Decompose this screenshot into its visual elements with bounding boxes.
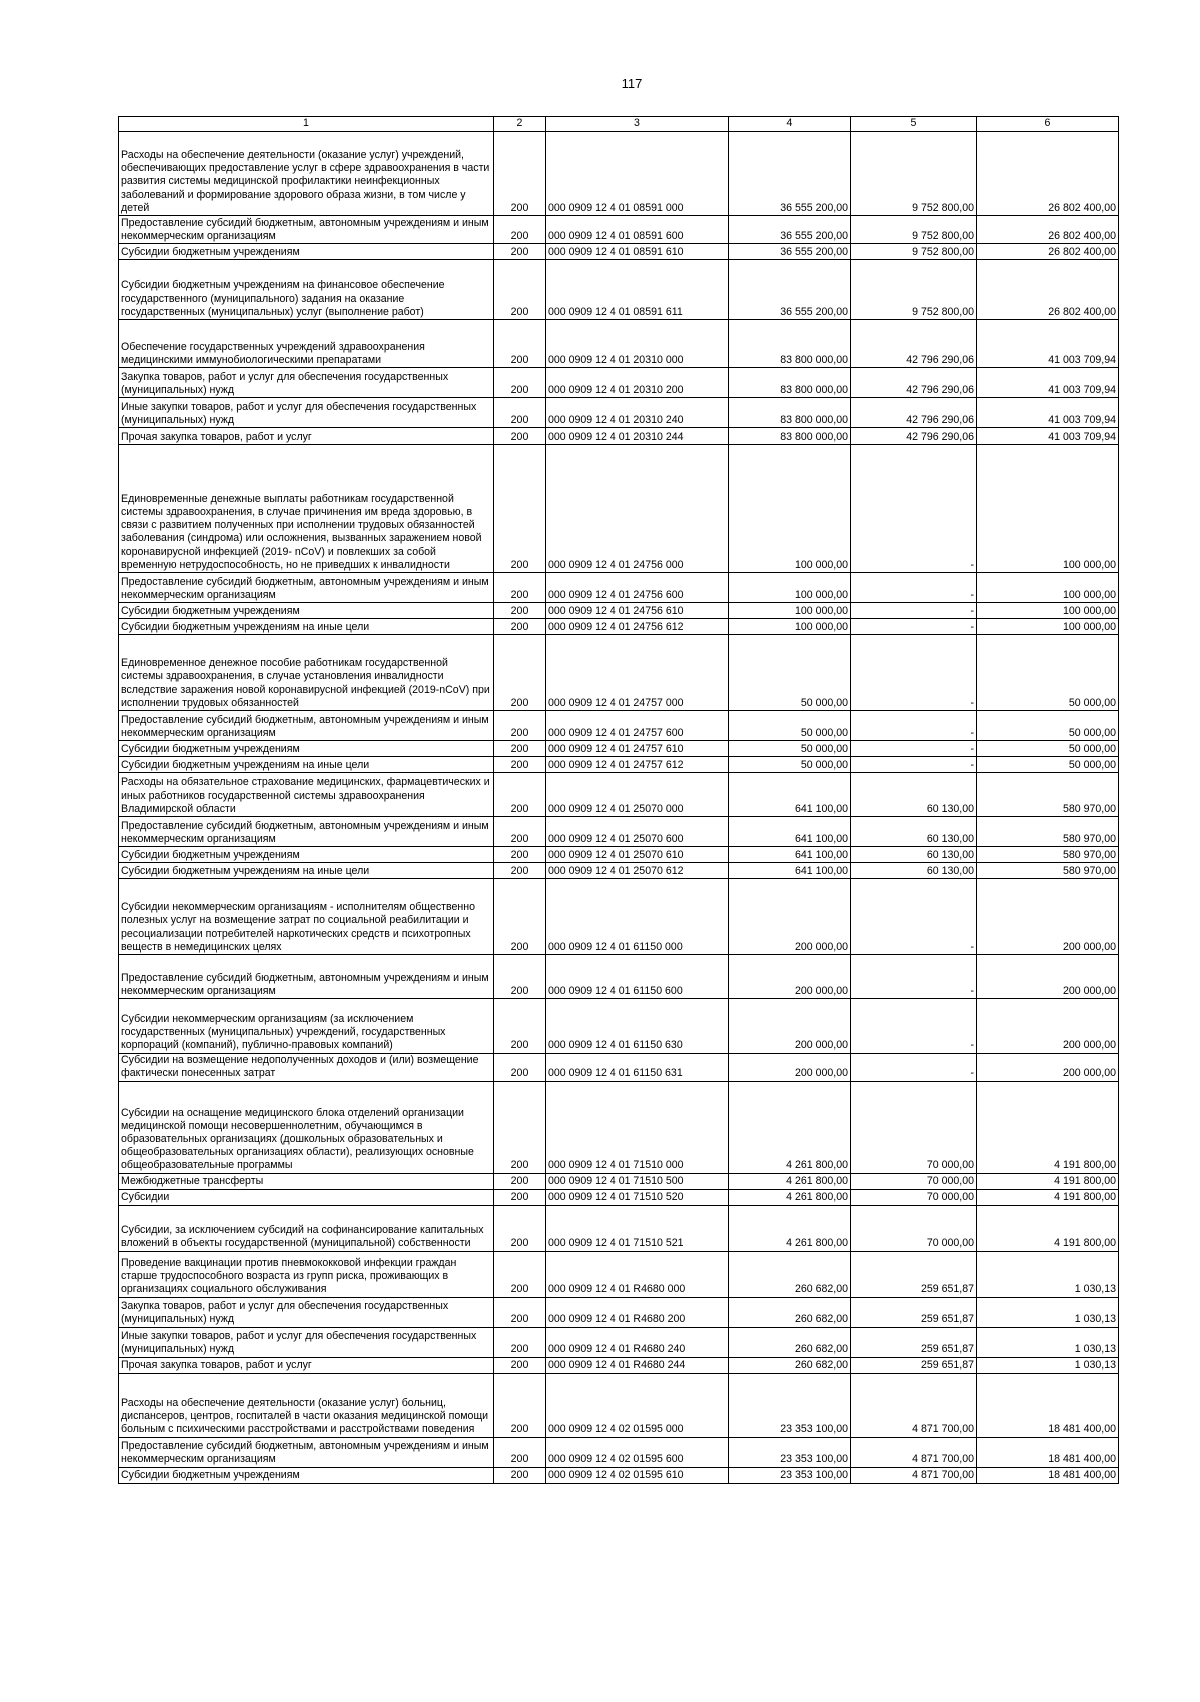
row-name: Предоставление субсидий бюджетным, автономным учреждениям и иным некоммерческим организациям [119, 817, 494, 847]
row-name: Субсидии на оснащение медицинского блока отделений организации медицинской помощи несовершеннолетним, обучающимся в образовательных организациях (дошкольных образовательных и общеобразовательных организациях области), реализующих основные общеобразовательные программы [119, 1081, 494, 1173]
row-amount-col4: 83 800 000,00 [729, 368, 851, 398]
row-amount-col5: - [851, 999, 977, 1054]
row-code: 200 [494, 619, 546, 635]
row-amount-col5: - [851, 741, 977, 757]
row-amount-col6: 1 030,13 [977, 1357, 1119, 1373]
row-amount-col4: 100 000,00 [729, 573, 851, 603]
col-header-6: 6 [977, 117, 1119, 132]
row-code: 200 [494, 244, 546, 260]
row-budget-code: 000 0909 12 4 01 08591 611 [546, 260, 729, 320]
row-amount-col6: 50 000,00 [977, 741, 1119, 757]
row-amount-col4: 50 000,00 [729, 711, 851, 741]
row-amount-col6: 4 191 800,00 [977, 1173, 1119, 1189]
row-amount-col5: - [851, 711, 977, 741]
row-name: Иные закупки товаров, работ и услуг для обеспечения государственных (муниципальных) нужд [119, 398, 494, 428]
row-budget-code: 000 0909 12 4 01 61150 631 [546, 1053, 729, 1081]
row-amount-col4: 23 353 100,00 [729, 1373, 851, 1437]
row-amount-col4: 50 000,00 [729, 741, 851, 757]
row-amount-col6: 580 970,00 [977, 773, 1119, 817]
row-amount-col5: - [851, 757, 977, 773]
row-amount-col6: 41 003 709,94 [977, 398, 1119, 428]
row-budget-code: 000 0909 12 4 02 01595 610 [546, 1467, 729, 1483]
row-amount-col6: 1 030,13 [977, 1251, 1119, 1297]
row-name: Расходы на обеспечение деятельности (оказание услуг) больниц, диспансеров, центров, госпиталей в части оказания медицинской помощи больным с психическими расстройствами и расстройствами поведения [119, 1373, 494, 1437]
row-budget-code: 000 0909 12 4 01 20310 244 [546, 428, 729, 445]
row-amount-col5: 42 796 290,06 [851, 368, 977, 398]
row-code: 200 [494, 879, 546, 955]
table-row [119, 1173, 1119, 1189]
row-name: Субсидии некоммерческим организациям (за исключением государственных (муниципальных) учреждений, государственных корпораций (компаний), публично-правовых компаний) [119, 999, 494, 1054]
row-budget-code: 000 0909 12 4 01 25070 600 [546, 817, 729, 847]
row-amount-col5: 4 871 700,00 [851, 1373, 977, 1437]
row-amount-col4: 200 000,00 [729, 879, 851, 955]
row-budget-code: 000 0909 12 4 01 08591 600 [546, 216, 729, 244]
row-code: 200 [494, 1437, 546, 1467]
row-amount-col4: 23 353 100,00 [729, 1467, 851, 1483]
row-code: 200 [494, 711, 546, 741]
row-name: Субсидии бюджетным учреждениям [119, 603, 494, 619]
row-name: Иные закупки товаров, работ и услуг для обеспечения государственных (муниципальных) нужд [119, 1327, 494, 1357]
row-amount-col5: 70 000,00 [851, 1189, 977, 1205]
row-amount-col6: 18 481 400,00 [977, 1373, 1119, 1437]
row-budget-code: 000 0909 12 4 01 R4680 244 [546, 1357, 729, 1373]
row-amount-col5: - [851, 879, 977, 955]
row-name: Субсидии некоммерческим организациям - исполнителям общественно полезных услуг на возмещение затрат по социальной реабилитации и ресоциализации потребителей наркотических средств и психотропных веществ в немедицинских целях [119, 879, 494, 955]
row-amount-col6: 580 970,00 [977, 847, 1119, 863]
row-amount-col6: 26 802 400,00 [977, 216, 1119, 244]
row-name: Субсидии бюджетным учреждениям [119, 1467, 494, 1483]
table-row [119, 1251, 1119, 1297]
header-row [119, 117, 1119, 132]
row-amount-col5: 259 651,87 [851, 1327, 977, 1357]
row-amount-col6: 4 191 800,00 [977, 1189, 1119, 1205]
table-row [119, 1189, 1119, 1205]
table-row [119, 1437, 1119, 1467]
table-row [119, 1467, 1119, 1483]
row-amount-col6: 580 970,00 [977, 863, 1119, 879]
row-budget-code: 000 0909 12 4 02 01595 000 [546, 1373, 729, 1437]
row-code: 200 [494, 132, 546, 216]
row-budget-code: 000 0909 12 4 01 25070 000 [546, 773, 729, 817]
row-amount-col5: 42 796 290,06 [851, 428, 977, 445]
row-amount-col5: 4 871 700,00 [851, 1467, 977, 1483]
row-name: Закупка товаров, работ и услуг для обеспечения государственных (муниципальных) нужд [119, 368, 494, 398]
row-code: 200 [494, 1357, 546, 1373]
row-amount-col6: 1 030,13 [977, 1327, 1119, 1357]
table-row [119, 320, 1119, 368]
table-row [119, 955, 1119, 999]
row-name: Единовременное денежное пособие работникам государственной системы здравоохранения, в случае установления инвалидности вследствие заражения новой коронавирусной инфекцией (2019-nCoV) при исполнении трудовых обязанностей [119, 635, 494, 711]
row-amount-col5: 70 000,00 [851, 1173, 977, 1189]
row-name: Обеспечение государственных учреждений здравоохранения медицинскими иммунобиологическими препаратами [119, 320, 494, 368]
row-code: 200 [494, 1081, 546, 1173]
row-amount-col6: 26 802 400,00 [977, 132, 1119, 216]
row-amount-col6: 50 000,00 [977, 711, 1119, 741]
row-code: 200 [494, 428, 546, 445]
row-amount-col6: 41 003 709,94 [977, 368, 1119, 398]
table-row [119, 619, 1119, 635]
table-row [119, 863, 1119, 879]
row-amount-col6: 1 030,13 [977, 1297, 1119, 1327]
row-amount-col6: 50 000,00 [977, 635, 1119, 711]
row-name: Расходы на обязательное страхование медицинских, фармацевтических и иных работников государственной системы здравоохранения Владимирской области [119, 773, 494, 817]
row-code: 200 [494, 635, 546, 711]
row-budget-code: 000 0909 12 4 01 24757 610 [546, 741, 729, 757]
row-name: Субсидии бюджетным учреждениям [119, 244, 494, 260]
row-name: Прочая закупка товаров, работ и услуг [119, 1357, 494, 1373]
row-budget-code: 000 0909 12 4 01 R4680 200 [546, 1297, 729, 1327]
row-amount-col5: - [851, 603, 977, 619]
row-code: 200 [494, 1297, 546, 1327]
table-row [119, 132, 1119, 216]
row-code: 200 [494, 757, 546, 773]
row-code: 200 [494, 1467, 546, 1483]
col-header-4: 4 [729, 117, 851, 132]
row-budget-code: 000 0909 12 4 01 71510 500 [546, 1173, 729, 1189]
row-code: 200 [494, 847, 546, 863]
row-amount-col6: 41 003 709,94 [977, 428, 1119, 445]
row-name: Предоставление субсидий бюджетным, автономным учреждениям и иным некоммерческим организациям [119, 216, 494, 244]
row-amount-col6: 200 000,00 [977, 1053, 1119, 1081]
table-row [119, 1327, 1119, 1357]
table-row [119, 603, 1119, 619]
row-code: 200 [494, 368, 546, 398]
row-amount-col4: 100 000,00 [729, 619, 851, 635]
row-amount-col6: 50 000,00 [977, 757, 1119, 773]
row-name: Субсидии бюджетным учреждениям на иные цели [119, 619, 494, 635]
row-budget-code: 000 0909 12 4 01 08591 610 [546, 244, 729, 260]
row-name: Предоставление субсидий бюджетным, автономным учреждениям и иным некоммерческим организациям [119, 1437, 494, 1467]
row-budget-code: 000 0909 12 4 01 24756 000 [546, 445, 729, 573]
row-name: Субсидии бюджетным учреждениям на финансовое обеспечение государственного (муниципального) задания на оказание государственных (муниципальных) услуг (выполнение работ) [119, 260, 494, 320]
row-amount-col5: - [851, 955, 977, 999]
row-name: Предоставление субсидий бюджетным, автономным учреждениям и иным некоммерческим организациям [119, 711, 494, 741]
row-code: 200 [494, 1251, 546, 1297]
row-name: Предоставление субсидий бюджетным, автономным учреждениям и иным некоммерческим организациям [119, 955, 494, 999]
table-row [119, 635, 1119, 711]
row-amount-col4: 641 100,00 [729, 817, 851, 847]
row-amount-col4: 260 682,00 [729, 1357, 851, 1373]
row-amount-col4: 260 682,00 [729, 1297, 851, 1327]
row-budget-code: 000 0909 12 4 01 24756 600 [546, 573, 729, 603]
row-name: Субсидии, за исключением субсидий на софинансирование капитальных вложений в объекты государственной (муниципальной) собственности [119, 1205, 494, 1251]
row-amount-col5: 70 000,00 [851, 1081, 977, 1173]
row-amount-col5: 60 130,00 [851, 863, 977, 879]
row-amount-col5: 259 651,87 [851, 1251, 977, 1297]
row-amount-col4: 36 555 200,00 [729, 260, 851, 320]
row-code: 200 [494, 1053, 546, 1081]
row-amount-col4: 641 100,00 [729, 863, 851, 879]
row-amount-col5: - [851, 573, 977, 603]
row-amount-col5: 9 752 800,00 [851, 132, 977, 216]
col-header-5: 5 [851, 117, 977, 132]
row-budget-code: 000 0909 12 4 01 R4680 000 [546, 1251, 729, 1297]
row-amount-col4: 36 555 200,00 [729, 132, 851, 216]
row-amount-col4: 4 261 800,00 [729, 1205, 851, 1251]
row-code: 200 [494, 398, 546, 428]
row-amount-col5: - [851, 619, 977, 635]
row-name: Предоставление субсидий бюджетным, автономным учреждениям и иным некоммерческим организациям [119, 573, 494, 603]
table-row [119, 398, 1119, 428]
row-amount-col6: 100 000,00 [977, 573, 1119, 603]
col-header-3: 3 [546, 117, 729, 132]
row-budget-code: 000 0909 12 4 01 71510 520 [546, 1189, 729, 1205]
table-row [119, 368, 1119, 398]
row-budget-code: 000 0909 12 4 01 61150 000 [546, 879, 729, 955]
row-name: Межбюджетные трансферты [119, 1173, 494, 1189]
row-budget-code: 000 0909 12 4 01 24757 600 [546, 711, 729, 741]
row-budget-code: 000 0909 12 4 01 20310 200 [546, 368, 729, 398]
row-amount-col6: 100 000,00 [977, 619, 1119, 635]
row-amount-col4: 83 800 000,00 [729, 428, 851, 445]
row-amount-col4: 641 100,00 [729, 773, 851, 817]
row-code: 200 [494, 863, 546, 879]
row-amount-col4: 4 261 800,00 [729, 1173, 851, 1189]
row-amount-col5: 60 130,00 [851, 817, 977, 847]
row-amount-col4: 4 261 800,00 [729, 1081, 851, 1173]
row-budget-code: 000 0909 12 4 02 01595 600 [546, 1437, 729, 1467]
row-code: 200 [494, 773, 546, 817]
row-code: 200 [494, 1189, 546, 1205]
row-code: 200 [494, 1327, 546, 1357]
budget-table [118, 116, 1119, 1484]
row-amount-col6: 100 000,00 [977, 603, 1119, 619]
table-row [119, 1357, 1119, 1373]
row-amount-col4: 4 261 800,00 [729, 1189, 851, 1205]
row-name: Субсидии бюджетным учреждениям на иные цели [119, 863, 494, 879]
row-amount-col5: - [851, 1053, 977, 1081]
row-amount-col4: 200 000,00 [729, 955, 851, 999]
row-amount-col5: 60 130,00 [851, 773, 977, 817]
table-row [119, 573, 1119, 603]
row-code: 200 [494, 817, 546, 847]
row-amount-col4: 641 100,00 [729, 847, 851, 863]
row-amount-col4: 36 555 200,00 [729, 244, 851, 260]
row-amount-col6: 41 003 709,94 [977, 320, 1119, 368]
row-amount-col5: 9 752 800,00 [851, 244, 977, 260]
row-budget-code: 000 0909 12 4 01 24756 610 [546, 603, 729, 619]
row-code: 200 [494, 445, 546, 573]
row-amount-col5: 9 752 800,00 [851, 260, 977, 320]
table-row [119, 1205, 1119, 1251]
row-name: Субсидии на возмещение недополученных доходов и (или) возмещение фактически понесенных затрат [119, 1053, 494, 1081]
table-row [119, 428, 1119, 445]
col-header-1: 1 [119, 117, 494, 132]
row-amount-col4: 83 800 000,00 [729, 320, 851, 368]
row-code: 200 [494, 603, 546, 619]
row-amount-col4: 23 353 100,00 [729, 1437, 851, 1467]
row-name: Проведение вакцинации против пневмококковой инфекции граждан старше трудоспособного возраста из групп риска, проживающих в организациях социального обслуживания [119, 1251, 494, 1297]
row-code: 200 [494, 573, 546, 603]
row-name: Субсидии [119, 1189, 494, 1205]
row-amount-col4: 100 000,00 [729, 603, 851, 619]
table-row [119, 711, 1119, 741]
row-amount-col6: 4 191 800,00 [977, 1205, 1119, 1251]
row-budget-code: 000 0909 12 4 01 20310 240 [546, 398, 729, 428]
table-row [119, 260, 1119, 320]
row-budget-code: 000 0909 12 4 01 24756 612 [546, 619, 729, 635]
row-amount-col5: 4 871 700,00 [851, 1437, 977, 1467]
row-amount-col4: 260 682,00 [729, 1327, 851, 1357]
row-amount-col6: 580 970,00 [977, 817, 1119, 847]
row-amount-col5: 9 752 800,00 [851, 216, 977, 244]
row-amount-col6: 200 000,00 [977, 879, 1119, 955]
row-code: 200 [494, 999, 546, 1054]
row-amount-col6: 200 000,00 [977, 955, 1119, 999]
row-amount-col4: 200 000,00 [729, 999, 851, 1054]
row-amount-col5: 259 651,87 [851, 1357, 977, 1373]
row-code: 200 [494, 216, 546, 244]
row-budget-code: 000 0909 12 4 01 24757 612 [546, 757, 729, 773]
row-budget-code: 000 0909 12 4 01 61150 630 [546, 999, 729, 1054]
row-amount-col4: 50 000,00 [729, 635, 851, 711]
row-amount-col4: 83 800 000,00 [729, 398, 851, 428]
row-amount-col4: 200 000,00 [729, 1053, 851, 1081]
row-budget-code: 000 0909 12 4 01 71510 000 [546, 1081, 729, 1173]
row-amount-col5: - [851, 445, 977, 573]
row-amount-col6: 4 191 800,00 [977, 1081, 1119, 1173]
table-row [119, 879, 1119, 955]
row-amount-col5: 42 796 290,06 [851, 320, 977, 368]
row-code: 200 [494, 1173, 546, 1189]
table-row [119, 741, 1119, 757]
row-amount-col6: 26 802 400,00 [977, 244, 1119, 260]
row-amount-col4: 50 000,00 [729, 757, 851, 773]
table-row [119, 1297, 1119, 1327]
table-row [119, 999, 1119, 1054]
row-budget-code: 000 0909 12 4 01 61150 600 [546, 955, 729, 999]
table-body [119, 132, 1119, 1484]
table-row [119, 1081, 1119, 1173]
row-amount-col5: 259 651,87 [851, 1297, 977, 1327]
row-name: Прочая закупка товаров, работ и услуг [119, 428, 494, 445]
row-amount-col6: 200 000,00 [977, 999, 1119, 1054]
col-header-2: 2 [494, 117, 546, 132]
table-row [119, 244, 1119, 260]
row-amount-col5: 42 796 290,06 [851, 398, 977, 428]
row-budget-code: 000 0909 12 4 01 71510 521 [546, 1205, 729, 1251]
row-budget-code: 000 0909 12 4 01 25070 612 [546, 863, 729, 879]
page-number: 117 [621, 76, 643, 91]
table-row [119, 445, 1119, 573]
row-amount-col4: 36 555 200,00 [729, 216, 851, 244]
row-name: Закупка товаров, работ и услуг для обеспечения государственных (муниципальных) нужд [119, 1297, 494, 1327]
row-budget-code: 000 0909 12 4 01 24757 000 [546, 635, 729, 711]
row-name: Субсидии бюджетным учреждениям на иные цели [119, 757, 494, 773]
row-amount-col4: 260 682,00 [729, 1251, 851, 1297]
row-name: Единовременные денежные выплаты работникам государственной системы здравоохранения, в случае причинения им вреда здоровью, в связи с развитием полученных при исполнении трудовых обязанностей заболевания (синдрома) или осложнения, вызванных заражением новой коронавирусной инфекцией (2019- nCoV) и повлекших за собой временную нетрудоспособность, но не приведших к инвалидности [119, 445, 494, 573]
row-amount-col6: 100 000,00 [977, 445, 1119, 573]
table-row [119, 1373, 1119, 1437]
row-code: 200 [494, 320, 546, 368]
row-budget-code: 000 0909 12 4 01 08591 000 [546, 132, 729, 216]
table-row [119, 757, 1119, 773]
row-amount-col5: 70 000,00 [851, 1205, 977, 1251]
row-amount-col6: 18 481 400,00 [977, 1437, 1119, 1467]
row-amount-col4: 100 000,00 [729, 445, 851, 573]
table-row [119, 817, 1119, 847]
row-amount-col6: 26 802 400,00 [977, 260, 1119, 320]
row-name: Расходы на обеспечение деятельности (оказание услуг) учреждений, обеспечивающих предоставление услуг в сфере здравоохранения в части развития системы медицинской профилактики неинфекционных заболеваний и формирование здорового образа жизни, в том числе у детей [119, 132, 494, 216]
row-code: 200 [494, 955, 546, 999]
row-name: Субсидии бюджетным учреждениям [119, 741, 494, 757]
table-row [119, 216, 1119, 244]
row-amount-col5: 60 130,00 [851, 847, 977, 863]
row-code: 200 [494, 1205, 546, 1251]
row-code: 200 [494, 741, 546, 757]
row-code: 200 [494, 260, 546, 320]
row-code: 200 [494, 1373, 546, 1437]
row-amount-col5: - [851, 635, 977, 711]
table-row [119, 1053, 1119, 1081]
row-name: Субсидии бюджетным учреждениям [119, 847, 494, 863]
table-row [119, 773, 1119, 817]
table-row [119, 847, 1119, 863]
row-budget-code: 000 0909 12 4 01 25070 610 [546, 847, 729, 863]
row-amount-col6: 18 481 400,00 [977, 1467, 1119, 1483]
row-budget-code: 000 0909 12 4 01 R4680 240 [546, 1327, 729, 1357]
row-budget-code: 000 0909 12 4 01 20310 000 [546, 320, 729, 368]
